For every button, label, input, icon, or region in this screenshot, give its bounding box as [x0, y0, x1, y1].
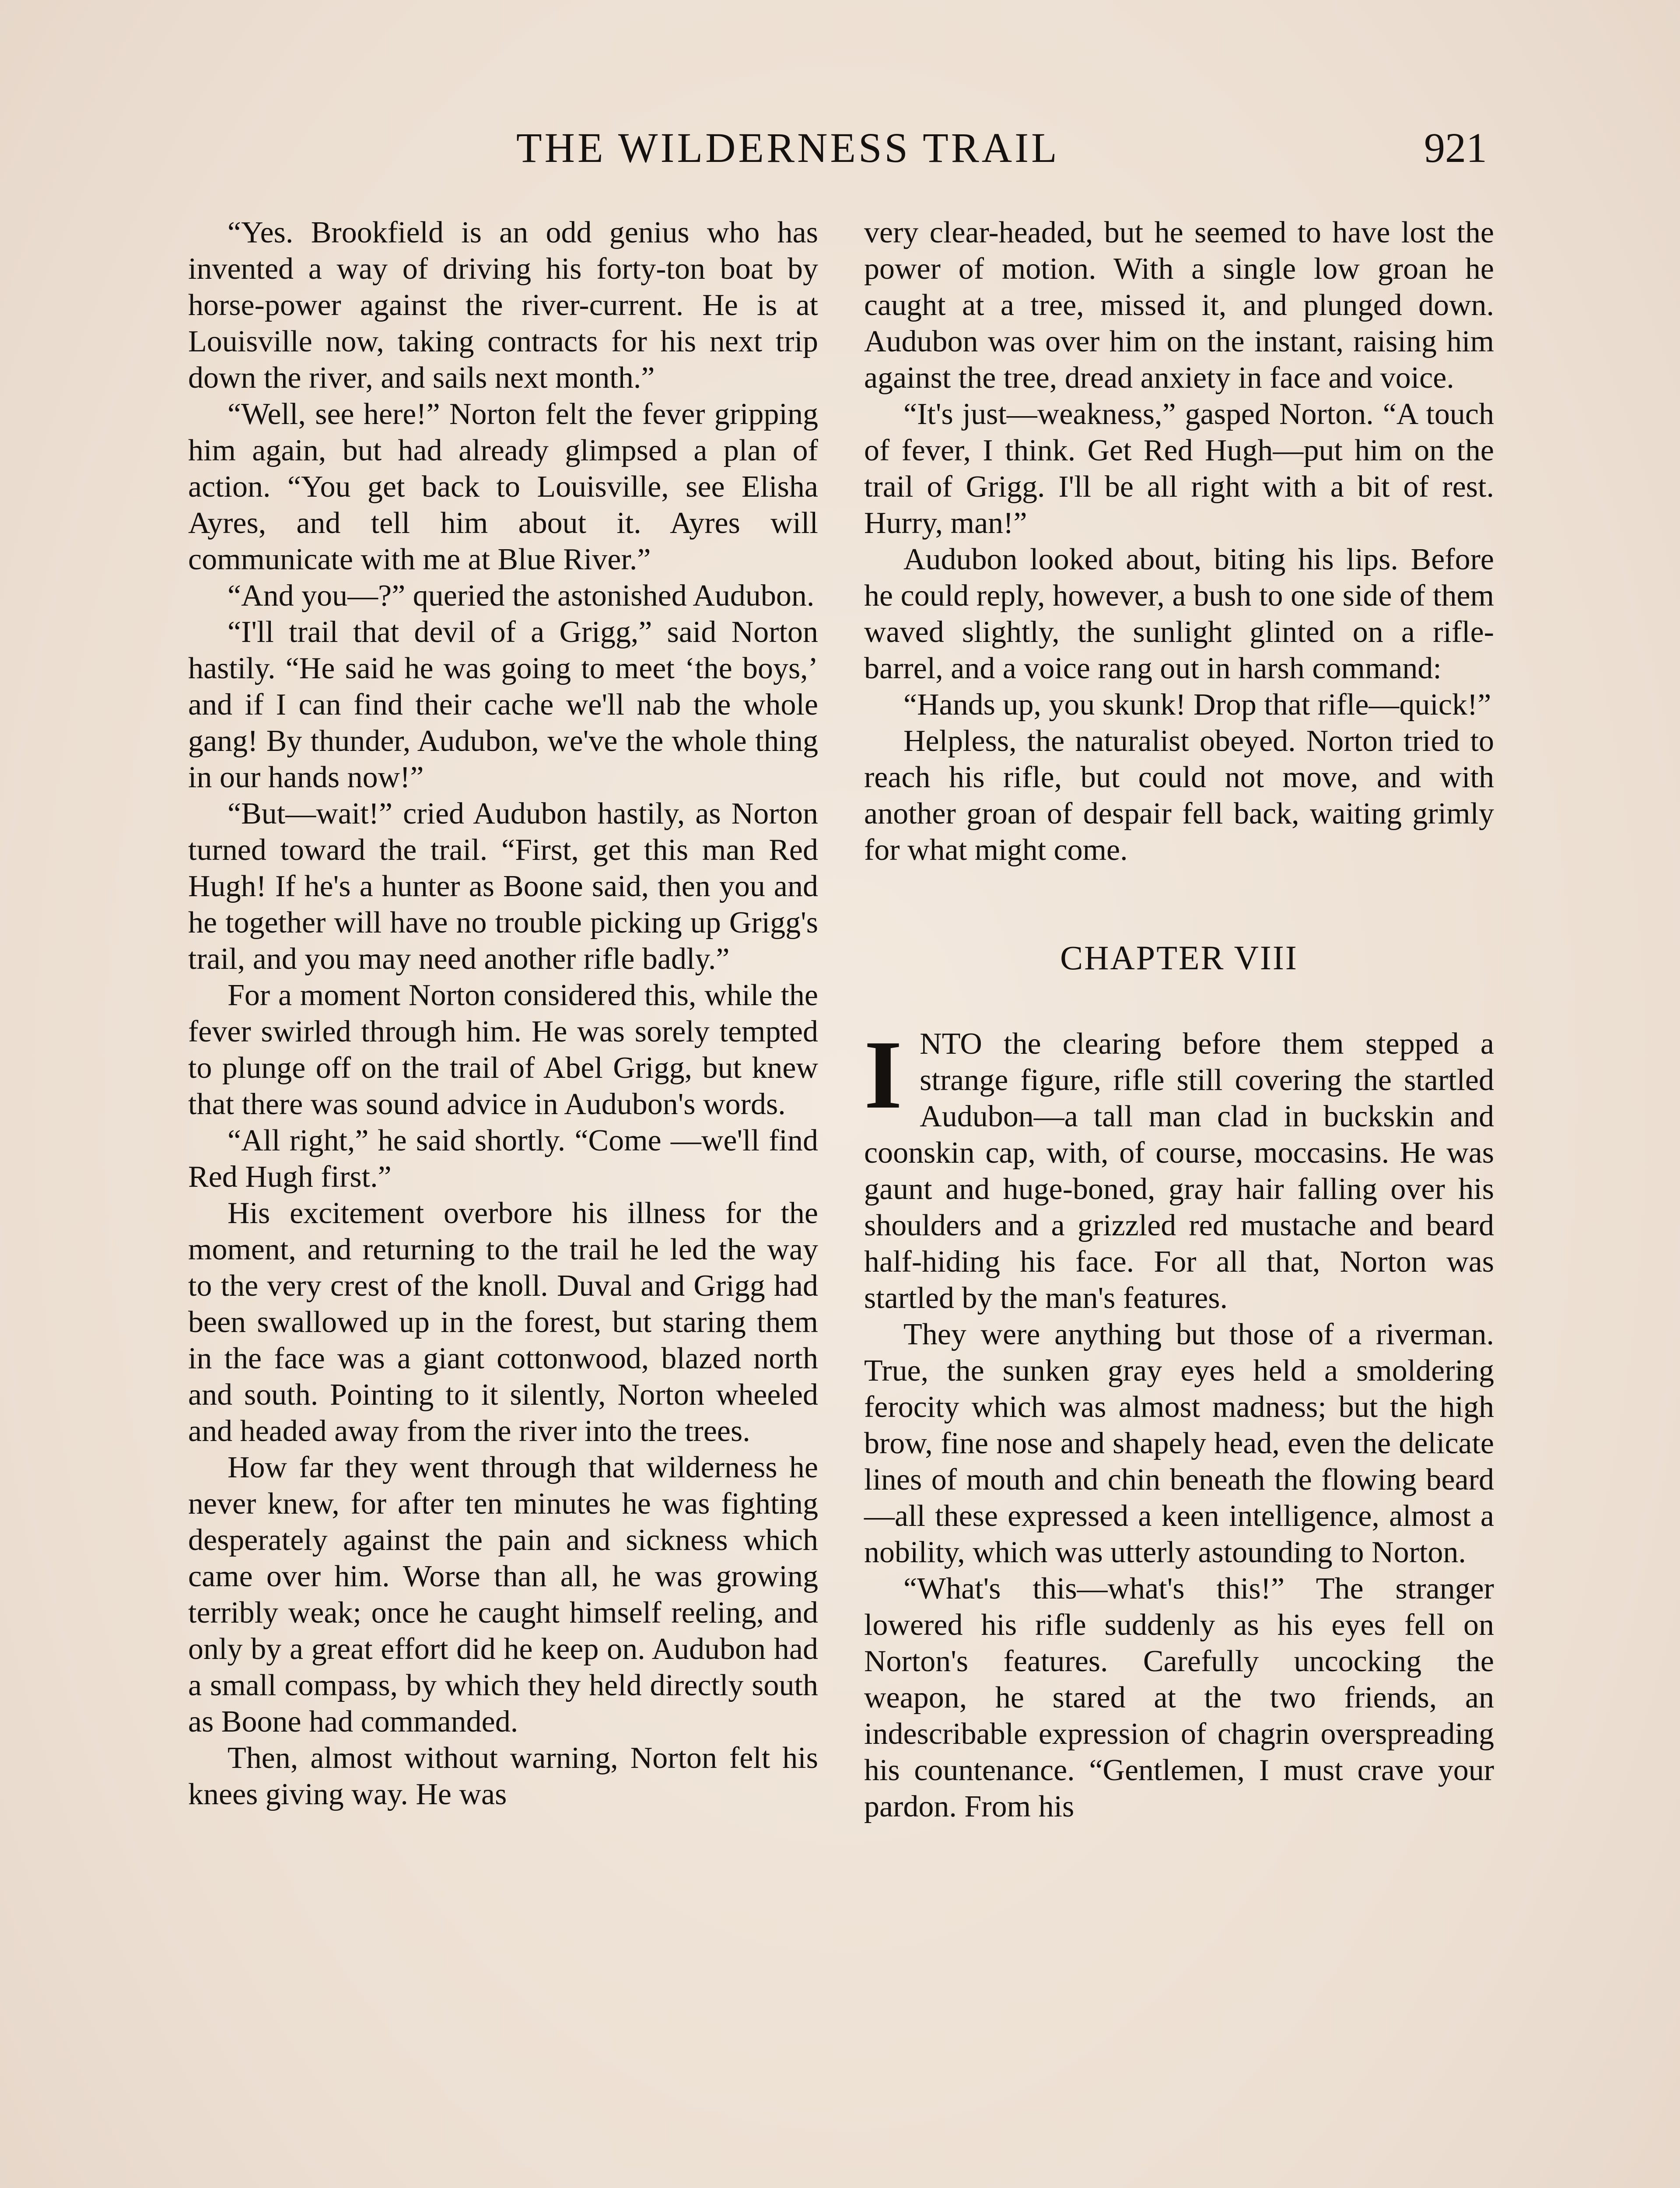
paragraph: How far they went through that wilderness he never knew, for after ten minutes he was fighting desperately against the pain and sickness which came over him. Worse than all, he was growing terribly weak; once he caught himself reeling, and only by a great effort did he keep on. Audubon had a small compass, by which they held directly south as Boone had commanded.: [188, 1451, 818, 1739]
paragraph: Then, almost without warning, Norton felt his knees giving way. He was: [188, 1741, 818, 1811]
right-column: [864, 214, 1494, 1825]
paragraph: Helpless, the naturalist obeyed. Norton tried to reach his rifle, but could not move, and with another groan of despair fell back, waiting grimly for what might come.: [864, 724, 1494, 867]
opening-text: NTO the clearing before them stepped a strange figure, rifle still covering the startled Audubon—a tall man clad in buckskin and coonskin cap, with, of course, moccasins. He was gaunt and huge-boned, gray hair falling over his shoulders and a grizzled red mustache and beard half-hiding his face. For all that, Norton was startled by the man's features.: [864, 1027, 1494, 1315]
continued-paragraph: very clear-headed, but he seemed to have lost the power of motion. With a single low groan he caught at a tree, missed it, and plunged down. Audubon was over him on the instant, raising him against the tree, dread anxiety in face and voice.: [864, 216, 1494, 395]
left-column: [188, 214, 818, 1813]
paragraph: “But—wait!” cried Audubon hastily, as Norton turned toward the trail. “First, get this man Red Hugh! If he's a hunter as Boone said, then you and he together will have no trouble picking up Grigg's trail, and you may need another rifle badly.”: [188, 797, 818, 976]
paragraph: His excitement overbore his illness for the moment, and returning to the trail he led the way to the very crest of the knoll. Duval and Grigg had been swallowed up in the forest, but staring them in the face was a giant cottonwood, blazed north and south. Pointing to it silently, Norton wheeled and headed away from the river into the trees.: [188, 1196, 818, 1448]
chapter-opening-paragraph: [864, 1020, 1494, 1316]
paragraph: “It's just—weakness,” gasped Norton. “A touch of fever, I think. Get Red Hugh—put him on the trail of Grigg. I'll be all right with a bit of rest. Hurry, man!”: [864, 397, 1494, 540]
paragraph: For a moment Norton considered this, while the fever swirled through him. He was sorely tempted to plunge off on the trail of Abel Grigg, but knew that there was sound advice in Audubon's words.: [188, 978, 818, 1121]
running-title: THE WILDERNESS TRAIL: [516, 124, 1060, 171]
paragraph: “Hands up, you skunk! Drop that rifle—quick!”: [903, 688, 1491, 722]
drop-cap: I: [864, 1020, 903, 1129]
page-number: 921: [1424, 124, 1487, 171]
chapter-heading: CHAPTER VIII: [1060, 939, 1298, 977]
paragraph: “Well, see here!” Norton felt the fever gripping him again, but had already glimpsed a plan of action. “You get back to Louisville, see Elisha Ayres, and tell him about it. Ayres will communicate with me at Blue River.”: [188, 397, 818, 576]
paragraph: “All right,” he said shortly. “Come —we'll find Red Hugh first.”: [188, 1124, 818, 1194]
paragraph: Audubon looked about, biting his lips. Before he could reply, however, a bush to one side of them waved slightly, the sunlight glinted on a rifle-barrel, and a voice rang out in harsh command:: [864, 543, 1494, 685]
paragraph: “And you—?” queried the astonished Audubon.: [228, 579, 815, 613]
paragraph: “What's this—what's this!” The stranger lowered his rifle suddenly as his eyes fell on Norton's features. Carefully uncocking the weapon, he stared at the two friends, an indescribable expression of chagrin overspreading his countenance. “Gentlemen, I must crave your pardon. From his: [864, 1572, 1494, 1823]
paragraph: They were anything but those of a riverman. True, the sunken gray eyes held a smoldering ferocity which was almost madness; but the high brow, fine nose and shapely head, even the delicate lines of mouth and chin beneath the flowing beard—all these expressed a keen intelligence, almost a nobility, which was utterly astounding to Norton.: [864, 1318, 1494, 1569]
paragraph: “Yes. Brookfield is an odd genius who has invented a way of driving his forty-ton boat by horse-power against the river-current. He is at Louisville now, taking contracts for his next trip down the river, and sails next month.”: [188, 216, 818, 395]
paragraph: “I'll trail that devil of a Grigg,” said Norton hastily. “He said he was going to meet ‘the boys,’ and if I can find their cache we'll nab the whole gang! By thunder, Audubon, we've the whole thing in our hands now!”: [188, 615, 818, 794]
